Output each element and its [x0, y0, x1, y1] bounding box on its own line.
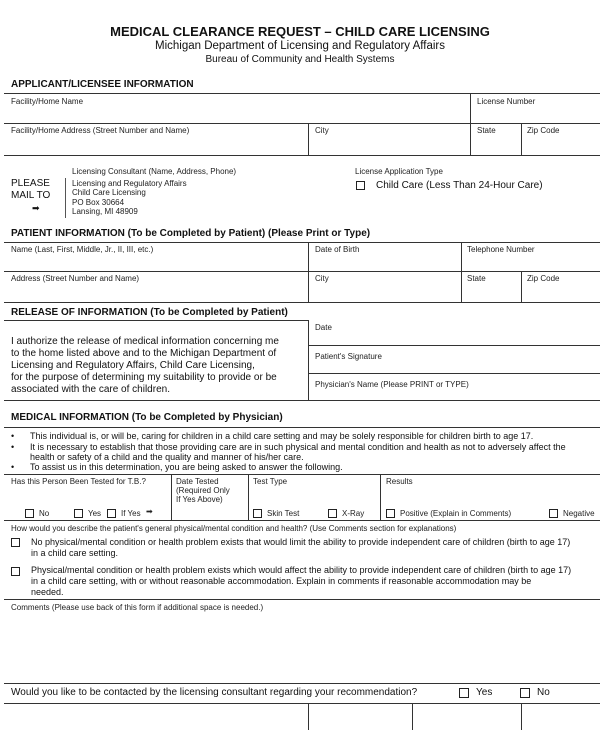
patient-state-field[interactable]: [462, 284, 520, 301]
please-label: PLEASE: [11, 178, 50, 189]
mail-address-line4: Lansing, MI 48909: [72, 207, 138, 216]
bureau-name: Bureau of Community and Health Systems: [205, 54, 395, 65]
license-app-type-label: License Application Type: [355, 167, 443, 176]
physician-name-field[interactable]: [309, 389, 600, 399]
facility-city-label: City: [315, 126, 329, 135]
xray-label: X-Ray: [342, 509, 365, 518]
date-tested-field[interactable]: [172, 506, 248, 519]
tb-test-label: Has this Person Been Tested for T.B.?: [11, 477, 146, 486]
dob-label: Date of Birth: [315, 245, 360, 254]
condition-exists-checkbox[interactable]: [11, 567, 20, 576]
facility-name-field[interactable]: [4, 106, 470, 122]
release-line-2: to the home listed above and to the Michigan Department of: [11, 348, 277, 359]
patient-address-label: Address (Street Number and Name): [11, 274, 140, 283]
release-line-5: associated with the care of children.: [11, 384, 170, 395]
mail-to-label: MAIL TO: [11, 190, 51, 201]
form-title: MEDICAL CLEARANCE REQUEST – CHILD CARE LICENSING: [110, 24, 490, 39]
contact-no-label: No: [537, 687, 550, 698]
no-condition-line-2: in a child care setting.: [31, 548, 119, 558]
medical-section-title: MEDICAL INFORMATION (To be Completed by Physician): [11, 412, 283, 423]
physician-name-label: Physician's Name (Please PRINT or TYPE): [315, 380, 469, 389]
release-section-title: RELEASE OF INFORMATION (To be Completed by Patient): [11, 307, 288, 318]
condition-question: How would you describe the patient's general physical/mental condition and health? (Use Comments section for explanations): [11, 524, 457, 533]
tb-no-checkbox[interactable]: [25, 509, 34, 518]
facility-state-field[interactable]: [471, 136, 520, 154]
release-date-field[interactable]: [309, 331, 600, 344]
skin-test-checkbox[interactable]: [253, 509, 262, 518]
bullet-1: •: [11, 431, 15, 441]
facility-address-field[interactable]: [4, 136, 307, 154]
release-paragraph: [11, 336, 279, 396]
patient-section-title: PATIENT INFORMATION (To be Completed by Patient) (Please Print or Type): [11, 228, 371, 239]
facility-address-label: Facility/Home Address (Street Number and Name): [11, 126, 190, 135]
comments-label: Comments (Please use back of this form if additional space is needed.): [11, 603, 264, 612]
date-tested-line-3: If Yes Above): [176, 495, 223, 504]
facility-state-label: State: [477, 126, 496, 135]
release-date-label: Date: [315, 323, 332, 332]
bullet-3: •: [11, 462, 15, 472]
bullet-2: •: [11, 442, 15, 452]
patient-address-field[interactable]: [4, 284, 307, 301]
facility-city-field[interactable]: [309, 136, 469, 154]
contact-yes-checkbox[interactable]: [459, 688, 469, 698]
contact-question: Would you like to be contacted by the licensing consultant regarding your recommendation?: [11, 687, 418, 698]
positive-checkbox[interactable]: [386, 509, 395, 518]
date-tested-line-1: Date Tested: [176, 477, 219, 486]
arrow-right-icon: ➡: [32, 203, 40, 213]
skin-test-label: Skin Test: [267, 509, 300, 518]
arrow-right-icon: ➡: [146, 507, 153, 516]
patient-state-label: State: [467, 274, 486, 283]
patient-signature-label: Patient's Signature: [315, 352, 382, 361]
department-name: Michigan Department of Licensing and Regulatory Affairs: [154, 40, 445, 52]
patient-name-label: Name (Last, First, Middle, Jr., II, III, etc.): [11, 245, 154, 254]
consultant-label: Licensing Consultant (Name, Address, Phone): [72, 167, 237, 176]
date-tested-line-2: (Required Only: [176, 486, 230, 495]
medical-bullet-2b: health or safety of a child and the quality and manner of his/her care.: [30, 452, 304, 462]
license-number-field[interactable]: [471, 106, 600, 122]
tb-yes-label: Yes: [88, 509, 102, 518]
license-number-label: License Number: [477, 97, 536, 106]
negative-checkbox[interactable]: [549, 509, 558, 518]
mail-address-line2: Child Care Licensing: [72, 188, 146, 197]
release-line-4: for the purpose of determining my suitability to provide or be: [11, 372, 277, 383]
release-line-3: Licensing and Regulatory Affairs, Child Care Licensing,: [11, 360, 255, 371]
child-care-option-label: Child Care (Less Than 24-Hour Care): [376, 180, 543, 191]
facility-name-label: Facility/Home Name: [11, 97, 84, 106]
xray-checkbox[interactable]: [328, 509, 337, 518]
patient-city-field[interactable]: [309, 284, 460, 301]
dob-field[interactable]: [309, 255, 460, 271]
comments-field[interactable]: [4, 613, 600, 683]
mail-address-line3: PO Box 30664: [72, 198, 125, 207]
patient-name-field[interactable]: [4, 255, 307, 271]
mail-address-line1: Licensing and Regulatory Affairs: [72, 179, 187, 188]
results-label: Results: [386, 477, 413, 486]
no-condition-checkbox[interactable]: [11, 538, 20, 547]
patient-zip-label: Zip Code: [527, 274, 560, 283]
facility-zip-label: Zip Code: [527, 126, 560, 135]
tb-no-label: No: [39, 509, 50, 518]
tb-if-yes-label: If Yes: [121, 509, 141, 518]
contact-yes-label: Yes: [476, 687, 493, 698]
patient-phone-label: Telephone Number: [467, 245, 535, 254]
contact-no-checkbox[interactable]: [520, 688, 530, 698]
child-care-checkbox[interactable]: [356, 181, 365, 190]
patient-signature-field[interactable]: [309, 361, 600, 372]
negative-label: Negative: [563, 509, 595, 518]
patient-city-label: City: [315, 274, 329, 283]
condition-exists-line-2: in a child care setting, with or without reasonable accommodation. Explain in comments if reasonable accommodation may be: [31, 576, 532, 586]
medical-bullet-1: This individual is, or will be, caring for children in a child care setting and may be solely responsible for children birth to age 17.: [30, 431, 534, 441]
patient-phone-field[interactable]: [462, 255, 600, 271]
condition-exists-line-3: needed.: [31, 587, 64, 597]
facility-zip-field[interactable]: [522, 136, 600, 154]
test-type-label: Test Type: [253, 477, 288, 486]
release-line-1: I authorize the release of medical information concerning me: [11, 336, 279, 347]
medical-bullet-3: To assist us in this determination, you are being asked to answer the following.: [30, 462, 343, 472]
positive-label: Positive (Explain in Comments): [400, 509, 512, 518]
date-tested-label: [176, 477, 230, 504]
condition-exists-line-1: Physical/mental condition or health problem exists which would affect the ability to provide independent care of children (birth to age 17): [31, 565, 572, 575]
applicant-section-title: APPLICANT/LICENSEE INFORMATION: [11, 79, 194, 90]
no-condition-line-1: No physical/mental condition or health problem exists that would limit the ability to provide independent care of children (birth to age 17): [31, 537, 571, 547]
medical-bullet-2a: It is necessary to establish that those providing care are in such physical and mental condition and health as not to adversely affect the: [30, 442, 566, 452]
tb-yes-checkbox[interactable]: [74, 509, 83, 518]
patient-zip-field[interactable]: [522, 284, 600, 301]
tb-if-yes-checkbox[interactable]: [107, 509, 116, 518]
